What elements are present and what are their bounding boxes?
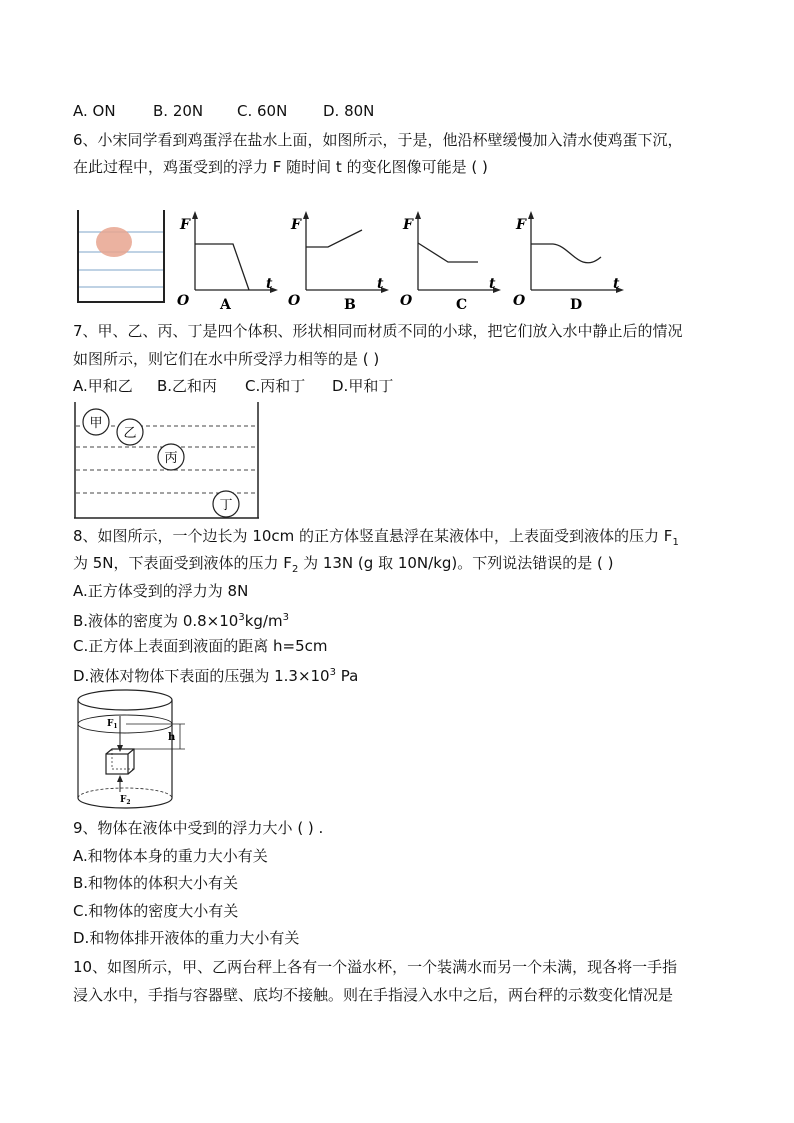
graph-b-letter: B	[344, 297, 356, 313]
graph-c-f-label: F	[403, 217, 413, 233]
q9-option-c: C.和物体的密度大小有关	[73, 902, 239, 920]
graph-c-t-label: t	[489, 276, 496, 292]
egg-icon	[96, 227, 132, 257]
q8-stem-line2-text-a: 为 5N，下表面受到液体的压力 F	[73, 554, 292, 572]
fig-h-label: h	[168, 732, 176, 743]
graph-a-f-label: F	[180, 217, 190, 233]
graph-a-letter: A	[220, 297, 231, 313]
graph-b-f-label: F	[291, 217, 301, 233]
q10-stem-line1: 10、如图所示，甲、乙两台秤上各有一个溢水杯，一个装满水而另一个未满，现各将一手指	[73, 958, 678, 976]
graph-c-letter: C	[456, 297, 468, 313]
q7-options	[73, 376, 393, 396]
q8-option-d-exp: 3	[329, 667, 336, 678]
graph-b	[288, 211, 389, 313]
q5-options	[73, 101, 374, 121]
q8-stem-line2-text-b: 为 13N (g 取 10N/kg)。下列说法错误的是 ( )	[298, 554, 614, 572]
q10-stem-line2: 浸入水中，手指与容器壁、底均不接触。则在手指浸入水中之后，两台秤的示数变化情况是	[73, 986, 674, 1004]
graph-c-origin: O	[400, 293, 413, 309]
graph-d-letter: D	[570, 297, 583, 313]
q8-option-b-unit: kg/m	[244, 612, 283, 630]
ball-ding-label: 丁	[219, 498, 233, 513]
q6-stem-line2: 在此过程中，鸡蛋受到的浮力 F 随时间 t 的变化图像可能是 ( )	[73, 158, 488, 176]
q8-option-d	[73, 663, 358, 686]
q8-stem-line1-text: 8、如图所示，一个边长为 10cm 的正方体竖直悬浮在某液体中，上表面受到液体的压力 F	[73, 527, 673, 545]
q5-option-b: B. 20N	[153, 102, 204, 120]
q8-figure	[70, 686, 195, 812]
q8-stem-line1	[73, 526, 679, 553]
q7-stem-line2: 如图所示，则它们在水中所受浮力相等的是 ( )	[73, 350, 380, 368]
q6-beaker	[77, 210, 165, 302]
graph-a-origin: O	[177, 293, 190, 309]
ball-yi	[117, 419, 143, 445]
q8-option-d-unit: Pa	[335, 667, 359, 685]
q9-option-d: D.和物体排开液体的重力大小有关	[73, 929, 300, 947]
ball-jia	[83, 409, 109, 435]
q8-option-c: C.正方体上表面到液面的距离 h=5cm	[73, 637, 328, 655]
graph-c	[400, 211, 501, 313]
q6-figure	[70, 205, 635, 315]
q7-figure	[70, 400, 265, 522]
fig-f1-label: $F_1$	[107, 719, 118, 730]
cube-icon	[106, 749, 134, 774]
q5-option-a: A. ON	[73, 102, 116, 120]
q7-option-b: B.乙和丙	[157, 377, 218, 395]
graph-d-origin: O	[513, 293, 526, 309]
ball-bing	[158, 444, 184, 470]
graph-d-t-label: t	[613, 276, 620, 292]
ball-bing-label: 丙	[164, 451, 178, 466]
graph-a-t-label: t	[266, 276, 273, 292]
q9-stem: 9、物体在液体中受到的浮力大小 ( ) .	[73, 819, 324, 837]
q5-option-c: C. 60N	[237, 102, 288, 120]
q8-option-b-text: B.液体的密度为 0.8×10	[73, 612, 239, 630]
q7-option-d: D.甲和丁	[332, 377, 394, 395]
q8-option-d-text: D.液体对物体下表面的压强为 1.3×10	[73, 667, 330, 685]
ball-ding	[213, 491, 239, 517]
q5-option-d: D. 80N	[323, 102, 375, 120]
q7-option-a: A.甲和乙	[73, 377, 133, 395]
graph-a	[177, 211, 278, 313]
q8-option-a: A.正方体受到的浮力为 8N	[73, 582, 249, 600]
q8-f2-subscript: 2	[291, 564, 299, 575]
graph-b-t-label: t	[377, 276, 384, 292]
q8-stem-line2	[73, 553, 614, 580]
graph-d	[513, 211, 624, 313]
graph-d-f-label: F	[516, 217, 526, 233]
q8-option-b-unit-exp: 3	[282, 612, 289, 623]
ball-jia-label: 甲	[89, 416, 103, 431]
ball-yi-label: 乙	[123, 426, 137, 441]
q7-option-c: C.丙和丁	[245, 377, 306, 395]
q6-stem-line1: 6、小宋同学看到鸡蛋浮在盐水上面，如图所示，于是，他沿杯壁缓慢加入清水使鸡蛋下沉，	[73, 131, 683, 149]
q8-option-b	[73, 608, 289, 631]
q9-option-b: B.和物体的体积大小有关	[73, 874, 239, 892]
q9-option-a: A.和物体本身的重力大小有关	[73, 847, 268, 865]
fig-f2-label: $F_2$	[120, 795, 131, 806]
q8-f1-subscript: 1	[672, 537, 679, 548]
q8-option-b-exp: 3	[238, 612, 245, 623]
q7-stem-line1: 7、甲、乙、丙、丁是四个体积、形状相同而材质不同的小球，把它们放入水中静止后的情况	[73, 322, 683, 340]
graph-b-origin: O	[288, 293, 301, 309]
